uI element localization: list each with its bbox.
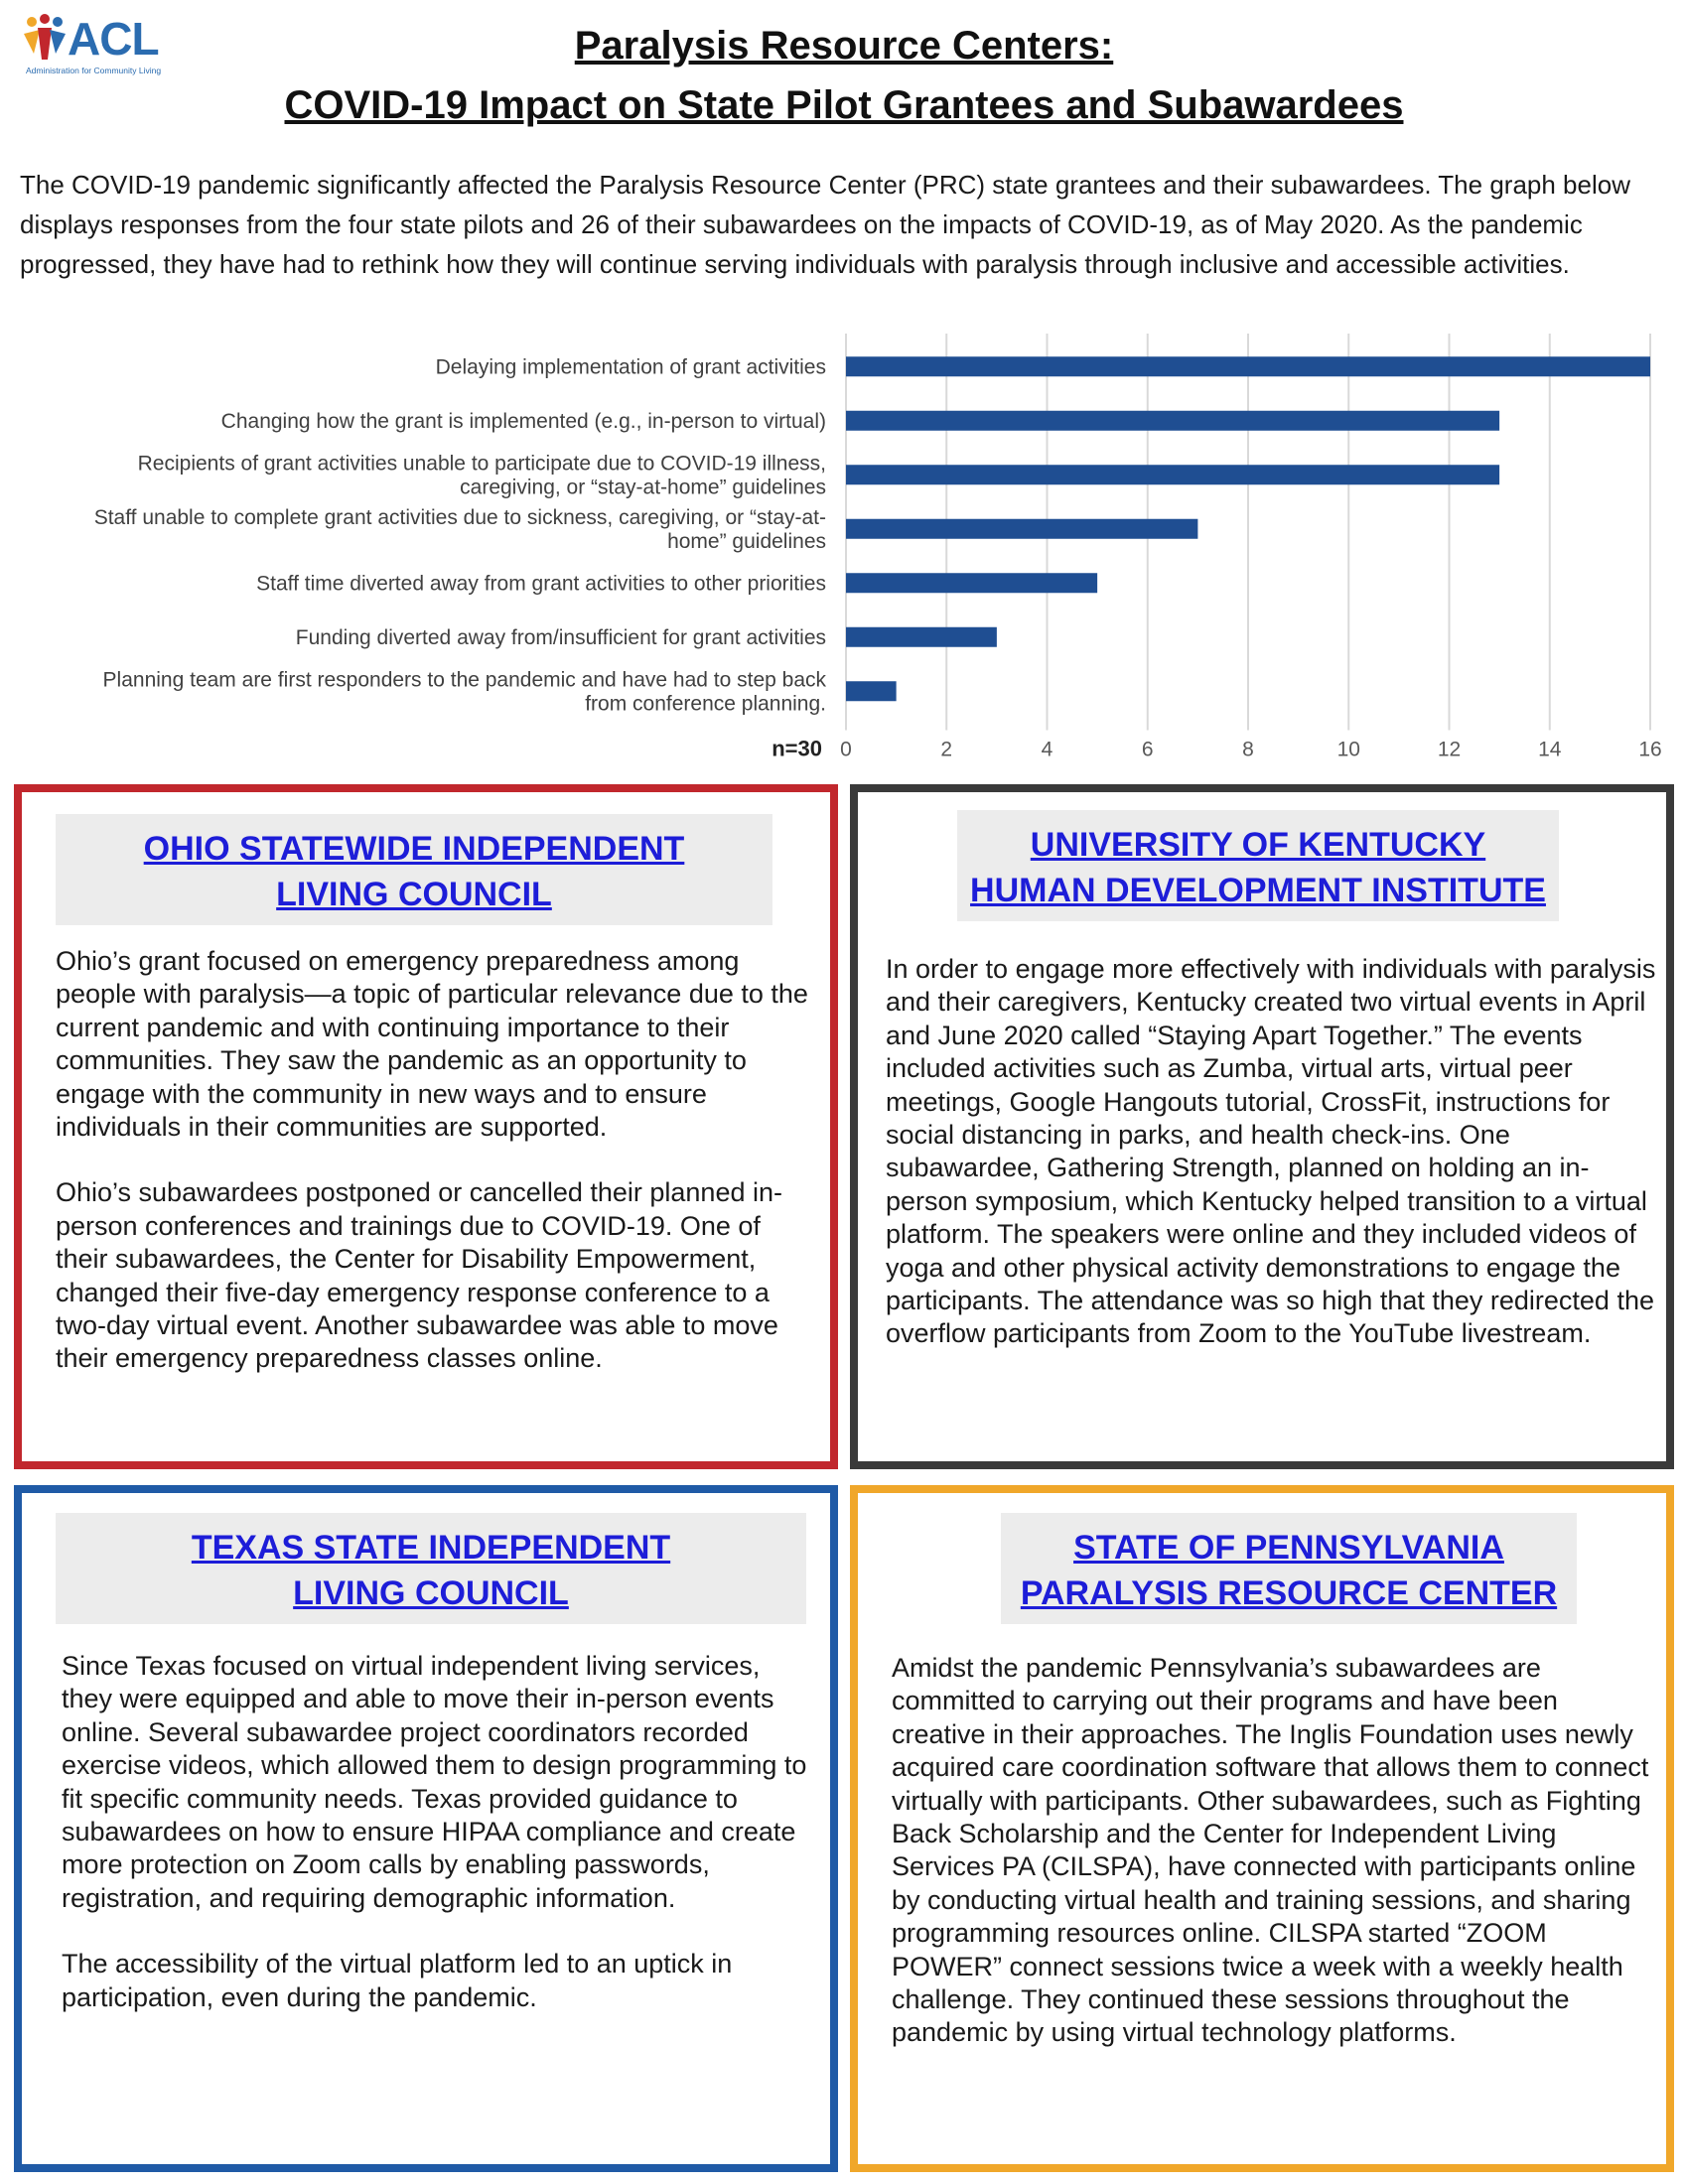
panel-ohio-para-1: Ohio’s grant focused on emergency preparedness among people with paralysis—a topic of particular relevance due to the current pandemic and with continuing importance to their communities. They saw the pandemic as an opportunity to engage with the community in new ways and to ensure individuals in their communities are supported. [56,946,808,1143]
category-label-6-line-1: from conference planning. [585,692,826,716]
logo-tagline: Administration for Community Living [26,66,162,75]
panel-kentucky-heading-line-1[interactable]: UNIVERSITY OF KENTUCKY [1030,826,1486,864]
panel-pennsylvania-heading-line-1[interactable]: STATE OF PENNSYLVANIA [1073,1529,1504,1567]
logo-text: ACL [68,13,159,65]
panel-ohio-para-2: Ohio’s subawardees postponed or cancelled their planned in-person conferences and trainings due to COVID-19. One of their subawardees, the Center for Disability Empowerment, changed their five-day emergency response conference to a two-day virtual event. Another subawardee was able to move their emergency preparedness classes online. [56,1177,782,1374]
title-line-1: Paralysis Resource Centers: [574,24,1114,68]
x-tick-label-5: 10 [1336,738,1360,761]
category-label-4 [256,572,826,595]
panel-texas-para-1: Since Texas focused on virtual independent living services, they were equipped and able to move their in-person events online. Several subawardee project coordinators recorded exercise videos, which allowed them to design programming to fit specific community needs. Texas provided guidance to subawardees on how to ensure HIPAA compliance and create more protection on Zoom calls by enabling passwords, registration, and requiring demographic information. [62,1651,807,1913]
panel-kentucky [850,784,1674,1469]
category-label-2 [138,452,826,498]
category-label-4-line-0: Staff time diverted away from grant activities to other priorities [256,572,826,596]
panel-texas-heading-line-1[interactable]: TEXAS STATE INDEPENDENT [191,1529,671,1567]
panel-ohio-heading-line-2[interactable]: LIVING COUNCIL [276,876,552,913]
panel-pennsylvania-heading [1001,1513,1577,1624]
x-tick-label-4: 8 [1242,738,1254,761]
panel-pennsylvania-body [892,1652,1656,2050]
bar-0 [846,356,1650,376]
category-label-3-line-1: home” guidelines [667,529,826,553]
title-line-2: COVID-19 Impact on State Pilot Grantees and Subawardees [284,83,1404,127]
panel-ohio-heading [56,814,772,925]
bar-3 [846,519,1197,539]
panel-kentucky-body [886,953,1660,1351]
impact-bar-chart [0,328,1684,764]
bar-4 [846,573,1097,593]
panel-kentucky-heading [957,810,1559,921]
sample-size-label: n=30 [772,736,822,761]
bar-2 [846,465,1499,484]
panel-pennsylvania-heading-line-2[interactable]: PARALYSIS RESOURCE CENTER [1020,1574,1558,1612]
category-label-0-line-0: Delaying implementation of grant activities [435,355,826,379]
acl-logo [22,14,171,77]
panel-kentucky-para-1: In order to engage more effectively with individuals with paralysis and their caregivers, Kentucky created two virtual events in April and June 2020 called “Staying Apart Together.” The events included activities such as Zumba, virtual arts, virtual peer meetings, Google Hangouts tutorial, CrossFit, instructions for social distancing in parks, and health check-ins. One subawardee, Gathering Strength, planned on holding an in-person symposium, which Kentucky helped transition to a virtual platform. The speakers were online and they included videos of yoga and other physical activity demonstrations to engage the participants. The attendance was so high that they redirected the overflow participants from Zoom to the YouTube livestream. [886,954,1656,1349]
x-tick-label-7: 14 [1538,738,1562,761]
category-label-6-line-0: Planning team are first responders to the pandemic and have had to step back [102,668,826,692]
panel-texas [14,1485,838,2172]
category-label-2-line-0: Recipients of grant activities unable to participate due to COVID-19 illness, [137,452,826,476]
category-label-3 [94,506,826,553]
category-label-0 [436,355,826,378]
x-tick-label-1: 2 [940,738,953,761]
category-label-5-line-0: Funding diverted away from/insufficient for grant activities [295,625,826,649]
category-label-5 [296,626,826,649]
panel-texas-heading-line-2[interactable]: LIVING COUNCIL [293,1574,569,1612]
x-tick-label-2: 4 [1041,738,1053,761]
panel-ohio-body [56,945,810,1376]
category-label-3-line-0: Staff unable to complete grant activities due to sickness, caregiving, or “stay-at- [93,505,826,529]
panel-kentucky-heading-line-2[interactable]: HUMAN DEVELOPMENT INSTITUTE [970,872,1546,909]
panel-texas-para-2: The accessibility of the virtual platform led to an uptick in participation, even during the pandemic. [62,1949,733,2012]
panel-pennsylvania-para-1: Amidst the pandemic Pennsylvania’s subawardees are committed to carrying out their programs and have been creative in their approaches. The Inglis Foundation uses newly acquired care coordination software that allows them to connect virtually with participants. Other subawardees, such as Fighting Back Scholarship and the Center for Independent Living Services PA (CILSPA), have connected with participants online by conducting virtual health and training sessions, and sharing programming resources online. CILSPA started “ZOOM POWER” connect sessions twice a week with a weekly health challenge. They continued these sessions throughout the pandemic by using virtual technology platforms. [892,1653,1649,2048]
panel-texas-heading [56,1513,806,1624]
category-label-1-line-0: Changing how the grant is implemented (e.g., in-person to virtual) [220,409,826,433]
bar-1 [846,411,1499,431]
panel-ohio-heading-line-1[interactable]: OHIO STATEWIDE INDEPENDENT [143,830,685,868]
panel-ohio [14,784,838,1469]
bar-6 [846,681,897,701]
x-tick-label-6: 12 [1437,738,1462,761]
people-icon [22,14,68,64]
category-label-6 [103,668,827,715]
bar-5 [846,627,997,647]
x-tick-label-0: 0 [840,738,852,761]
panel-texas-body [62,1650,816,2014]
panel-pennsylvania [850,1485,1674,2172]
category-label-1 [221,410,826,433]
page-title [199,16,1489,135]
x-tick-label-8: 16 [1638,738,1662,761]
x-tick-label-3: 6 [1141,738,1154,761]
category-label-2-line-1: caregiving, or “stay-at-home” guidelines [460,476,826,499]
intro-paragraph: The COVID-19 pandemic significantly affected the Paralysis Resource Center (PRC) state grantees and their subawardees. The graph below displays responses from the four state pilots and 26 of their subawardees on the impacts of COVID-19, as of May 2020. As the pandemic progressed, they have had to rethink how they will continue serving individuals with paralysis through inclusive and accessible activities. [20,170,1630,279]
